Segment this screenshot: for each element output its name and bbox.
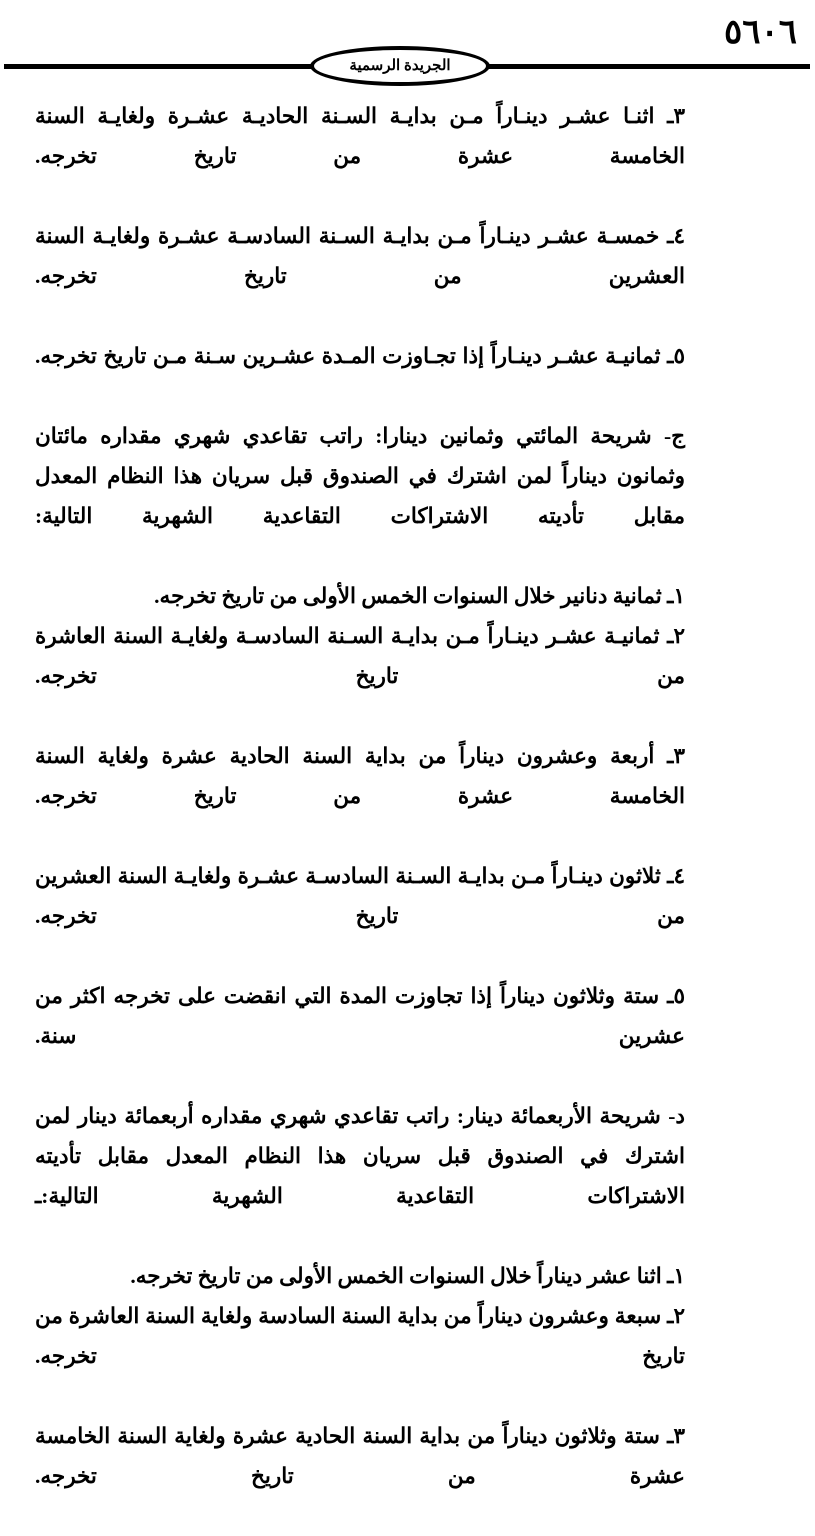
gazette-badge-label: الجريدة الرسمية xyxy=(349,57,451,74)
list-item-text: ثمانيـة عشـر دينـاراً إذا تجـاوزت المـدة عشـرين سـنة مـن تاريخ تخرجه. xyxy=(35,344,661,368)
gazette-badge xyxy=(310,46,490,86)
list-marker: ١ـ xyxy=(667,584,685,608)
list-marker: ٢ـ xyxy=(667,1304,686,1328)
list-marker: ٣ـ xyxy=(667,744,686,768)
list-marker: ٥ـ xyxy=(667,344,686,368)
list-marker: ٤ـ xyxy=(667,864,686,888)
list-item xyxy=(35,336,685,416)
list-item xyxy=(35,976,685,1096)
page-number: ٥٦٠٦ xyxy=(723,14,797,51)
list-section-d xyxy=(35,1256,685,1536)
section-marker-d: د- xyxy=(668,1104,685,1128)
list-item xyxy=(35,576,685,616)
list-item-text: ثلاثون دينـاراً مـن بدايـة السـنة السادسـة عشـرة ولغايـة السنة العشرين من تاريخ تخرجه. xyxy=(35,864,685,928)
list-item-text: أربعة وعشرون ديناراً من بداية السنة الحادية عشرة ولغاية السنة الخامسة عشرة من تاريخ تخرجه. xyxy=(35,744,685,808)
list-item xyxy=(35,616,685,736)
section-text-d: شريحة الأربعمائة دينار: راتب تقاعدي شهري مقداره أربعمائة دينار لمن اشترك في الصندوق قبل سريان هذا النظام المعدل مقابل تأديته الاشتراكات التقاعدية الشهرية التالية:ـ xyxy=(35,1104,685,1208)
list-marker: ٣ـ xyxy=(667,104,686,128)
list-item xyxy=(35,1416,685,1536)
list-item-text: اثنا عشر ديناراً خلال السنوات الخمس الأولى من تاريخ تخرجه. xyxy=(130,1264,662,1288)
list-marker: ٥ـ xyxy=(667,984,686,1008)
list-marker: ٤ـ xyxy=(667,224,686,248)
list-item xyxy=(35,856,685,976)
section-marker-c: ج- xyxy=(663,424,686,448)
list-item-text: ثمانيـة عشـر دينـاراً مـن بدايـة السـنة السادسـة ولغايـة السنة العاشرة من تاريخ تخرجه. xyxy=(35,624,685,688)
document-body xyxy=(35,96,685,1536)
section-text-c: شريحة المائتي وثمانين دينارا: راتب تقاعدي شهري مقداره مائتان وثمانون ديناراً لمن اشترك في الصندوق قبل سريان هذا النظام المعدل مقابل تأديته الاشتراكات التقاعدية الشهرية التالية: xyxy=(35,424,685,528)
section-heading-d xyxy=(35,1096,685,1256)
list-item xyxy=(35,736,685,856)
list-marker: ٣ـ xyxy=(667,1424,686,1448)
list-item-text: ستة وثلاثون ديناراً إذا تجاوزت المدة التي انقضت على تخرجه اكثر من عشرين سنة. xyxy=(35,984,685,1048)
list-item xyxy=(35,1296,685,1416)
list-item xyxy=(35,96,685,216)
list-section-b-continued xyxy=(35,96,685,416)
list-item-text: اثنـا عشـر دينـاراً مـن بدايـة السـنة الحاديـة عشـرة ولغايـة السنة الخامسة عشرة من تاريخ تخرجه. xyxy=(35,104,685,168)
list-section-c xyxy=(35,576,685,1096)
list-item-text: سبعة وعشرون ديناراً من بداية السنة السادسة ولغاية السنة العاشرة من تاريخ تخرجه. xyxy=(35,1304,685,1368)
list-item xyxy=(35,216,685,336)
list-item-text: ثمانية دنانير خلال السنوات الخمس الأولى من تاريخ تخرجه. xyxy=(154,584,662,608)
list-item-text: ستة وثلاثون ديناراً من بداية السنة الحادية عشرة ولغاية السنة الخامسة عشرة من تاريخ تخرجه. xyxy=(35,1424,685,1488)
list-marker: ٢ـ xyxy=(667,624,686,648)
list-item-text: خمسـة عشـر دينـاراً مـن بدايـة السـنة السادسـة عشـرة ولغايـة السنة العشرين من تاريخ تخرجه. xyxy=(35,224,685,288)
section-heading-c xyxy=(35,416,685,576)
list-item xyxy=(35,1256,685,1296)
list-marker: ١ـ xyxy=(667,1264,685,1288)
page-header xyxy=(0,0,815,96)
